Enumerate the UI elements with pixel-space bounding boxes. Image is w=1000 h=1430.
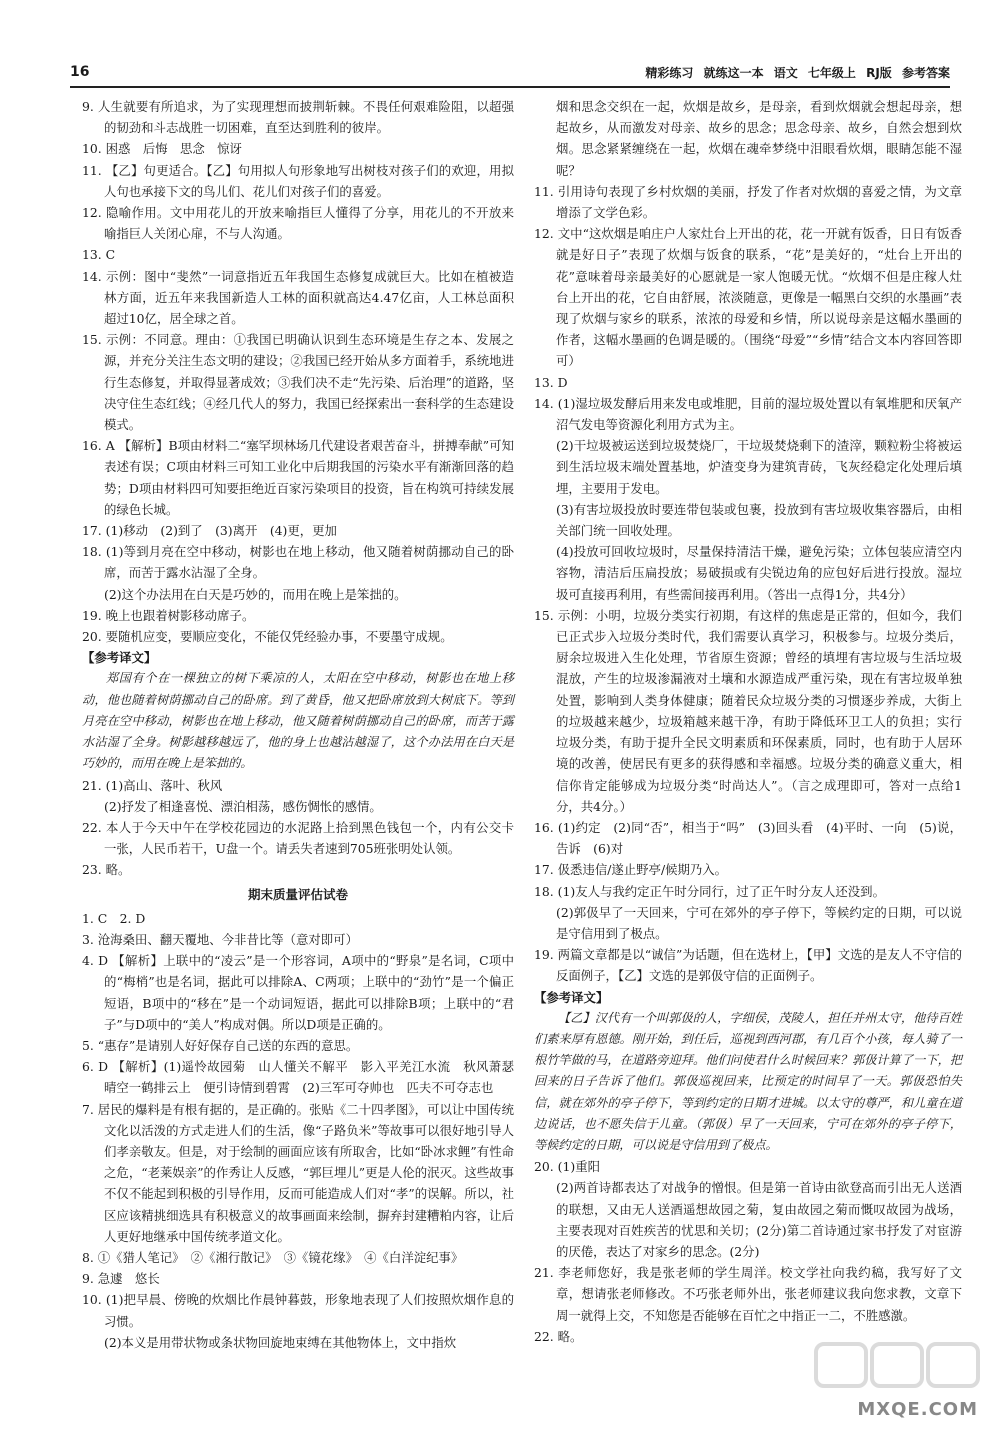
answer-paragraph: 15. 示例：不同意。理由：①我国已明确认识到生态环境是生存之本、发展之源，并充分关注生态文明的建设；②我国已经开始从多方面着手，系统地进行生态修复，并取得显著成效；③我们决不走“先污染、后治理”的道路，坚决守住生态红线；④经几代人的努力，我国已经探索出一套科学的生态建设模式。 [82,332,514,433]
answer-paragraph: 13. D [534,374,568,390]
page-number: 16 [70,64,90,80]
answer-paragraph: (2)两首诗都表达了对战争的憎恨。但是第一首诗由欲登高而引出无人送酒的联想，又由无人送酒遥想故园之菊，复由故园之菊而慨叹故园为战场，主要表现对百姓疾苦的忧思和关切；(2分)第二首诗通过家书抒发了对宦游的厌倦，表达了对家乡的思念。(2分) [556,1180,962,1259]
translation-heading: 【参考译文】 [82,650,157,666]
answer-paragraph: 6. D 【解析】(1)遥怜故园菊 山人懂关不解平 影入平羌江水流 秋风萧瑟 晴空一鹤排云上 便引诗情到碧霄 (2)三军可夺帅也 匹夫不可夺志也 [82,1059,527,1096]
answer-paragraph: 23. 略。 [82,862,131,878]
answer-paragraph: 21. (1)高山、落叶、秋风 [82,777,223,793]
answer-paragraph: 10. 困惑 后悔 思念 惊讶 [82,141,242,157]
answer-paragraph: (2)本义是用带状物或条状物回旋地束缚在其他物体上，文中指炊 [104,1334,457,1350]
answer-paragraph: 21. 李老师您好，我是张老师的学生周洋。校文学社向我约稿，我写好了文章，想请张老师修改。不巧张老师外出，张老师建议我向您求教，文章下周一就得上交，不知您是否能够在百忙之中指正一二，不胜感激。 [534,1265,962,1323]
answer-paragraph: 1. C 2. D [82,910,146,926]
page-header [70,62,950,88]
answer-paragraph: 9. 急遽 悠长 [82,1271,160,1287]
answer-paragraph: (3)有害垃圾投放时要连带包装或包裹，投放到有害垃圾收集容器后，由相关部门统一回收处理。 [556,501,962,539]
answer-paragraph: 14. 示例：图中“斐然”一词意指近五年我国生态修复成就巨大。比如在植被造林方面，近五年来我国新造人工林的面积就高达4.47亿亩，人工林总面积超过10亿，居全球之首。 [82,268,514,327]
answer-paragraph: (2)干垃圾被运送到垃圾焚烧厂，干垃圾焚烧剩下的渣滓，颗粒粉尘将被运到生活垃圾末端处置基地，炉渣变身为建筑青砖，飞灰经稳定化处理后填埋，主要用于发电。 [556,438,962,496]
answer-paragraph: 16. A 【解析】B项由材料二“塞罕坝林场几代建设者艰苦奋斗，拼搏奉献”可知表述有误；C项由材料三可知工业化中后期我国的污染水平有渐渐回落的趋势；D项由材料四可知要拒绝近百家污染项目的投资，旨在构筑可持续发展的绿色长城。 [82,438,514,517]
running-title: 精彩练习 就练这一本 语文 七年级上 RJ版 参考答案 [645,66,950,80]
answer-paragraph: 19. 两篇文章都是以“诚信”为话题，但在选材上，【甲】文选的是友人不守信的反面例子，【乙】文选的是郭伋守信的正面例子。 [534,947,962,984]
answer-paragraph: 20. 要随机应变，要顺应变化，不能仅凭经验办事，不要墨守成规。 [82,629,453,645]
answer-paragraph: 10. (1)把早晨、傍晚的炊烟比作晨钟暮鼓，形象地表现了人们按照炊烟作息的习惯。 [82,1292,514,1329]
section-title: 期末质量评估试卷 [247,886,348,902]
answer-paragraph: 12. 文中“这炊烟是咱庄户人家灶台上开出的花，花一开就有饭香，日日有饭香就是好日子”表现了炊烟与饭食的联系，“花”是美好的，“灶台上开出的花”意味着母亲最美好的心愿就是一家人饱暖无忧。“炊烟不但是庄稼人灶台上开出的花，它自由舒展，浓淡随意，更像是一幅黑白交织的水墨画”表现了炊烟与家乡的联系，浓浓的母爱和乡情，所以说母亲是这幅水墨画的作者，这幅水墨画的色调是暖的。（围绕“母爱”“乡情”结合文本内容回答即可） [534,226,962,369]
answer-paragraph: 19. 晚上也跟着树影移动席子。 [82,607,255,623]
answer-paragraph: 3. 沧海桑田、翻天覆地、今非昔比等（意对即可） [82,931,358,947]
right-column [534,96,962,1347]
answer-paragraph: 18. (1)友人与我约定正午时分同行，过了正午时分友人还没到。 [534,883,885,899]
answer-paragraph: 17. (1)移动 (2)到了 (3)离开 (4)更，更加 [82,523,337,539]
answer-paragraph: 12. 隐喻作用。文中用花儿的开放来喻指巨人懂得了分享，用花儿的不开放来喻指巨人关闭心扉，不与人沟通。 [82,205,514,242]
answer-paragraph: 11. 【乙】句更适合。【乙】句用拟人句形象地写出树枝对孩子们的欢迎，用拟人句也承接下文的鸟儿们、花儿们对孩子们的喜爱。 [82,162,514,199]
answer-paragraph: 16. (1)约定 (2)同“否”，相当于“吗” (3)回头看 (4)平时、一向 (5)说，告诉 (6)对 [534,819,962,857]
answer-paragraph: 22. 本人于今天中午在学校花园边的水泥路上拾到黑色钱包一个，内有公交卡一张，人民币若干，U盘一个。请丢失者速到705班张明处认领。 [82,819,514,857]
answer-paragraph: 13. C [82,247,116,263]
answer-paragraph: (2)郭伋早了一天回来，宁可在郊外的亭子停下，等候约定的日期，可以说是守信用到了极点。 [556,904,962,941]
answer-paragraph: (4)投放可回收垃圾时，尽量保持清洁干燥，避免污染；立体包装应清空内容物，清洁后压扁投放；易破损或有尖锐边角的应包好后进行投放。湿垃圾可直接再利用，有些需间接再利用。（答出一点得1分，共4分） [556,544,962,602]
answer-paragraph: 11. 引用诗句表现了乡村炊烟的美丽，抒发了作者对炊烟的喜爱之情，为文章增添了文学色彩。 [534,183,962,221]
answer-paragraph: 烟和思念交织在一起，炊烟是故乡，是母亲，看到炊烟就会想起母亲，想起故乡，从而激发对母亲、故乡的思念；思念母亲、故乡，自然会想到炊烟。思念紧紧缠绕在一起，炊烟在魂牵梦绕中泪眼看炊烟，眼睛怎能不湿呢？ [556,99,962,178]
answer-paragraph: 15. 示例：小明，垃圾分类实行初期，有这样的焦虑是正常的，但如今，我们已正式步入垃圾分类时代，我们需要认真学习，积极参与。垃圾分类后，厨余垃圾进入生化处理，节省原生资源；曾经的填埋有害垃圾与生活垃圾混放，产生的垃圾渗漏液对土壤和水源造成严重污染，现在有害垃圾单独处置，影响到人类身体健康；随着民众垃圾分类的习惯逐步养成，大街上的垃圾越来越少，垃圾箱越来越干净，有助于降低环卫工人的负担；实行垃圾分类，有助于提升全民文明素质和环保素质，同时，也有助于人居环境的改善，使居民有更多的获得感和幸福感。垃圾分类的确意义重大，相信你肯定能够成为垃圾分类“时尚达人”。（言之成理即可，答对一点给1分，共4分。） [534,607,962,814]
answer-paragraph: 【乙】汉代有一个叫郭伋的人，字细侯，茂陵人，担任并州太守，他待百姓们素来厚有恩德。刚开始，到任后，巡视到西河郡，有几百个小孩，每人骑了一根竹竿做的马，在道路旁迎拜。他们问使君什么时候回来？郭伋计算了一下，把回来的日子告诉了他们。郭伋巡视回来，比预定的时间早了一天。郭伋恐怕失信，就在郊外的亭子停下，等到约定的日期才进城。以太守的尊严，和儿童在道边说话，也不愿失信于儿童。（郭伋）早了一天回来，宁可在郊外的亭子停下，等候约定的日期，可以说是守信用到了极点。 [534,1010,962,1152]
answer-paragraph: 9. 人生就要有所追求，为了实现理想而披荆斩棘。不畏任何艰难险阻，以超强的韧劲和斗志战胜一切困难，直至达到胜利的彼岸。 [82,99,514,136]
answer-paragraph: 郑国有个在一棵独立的树下乘凉的人，太阳在空中移动，树影也在地上移动，他也随着树荫挪动自己的卧席。到了黄昏，他又把卧席放到大树底下。等到月亮在空中移动，树影也在地上移动，他又随着树荫挪动自己的卧席，而苦于露水沾湿了全身。树影越移越远了，他的身上也越沾越湿了，这个办法用在白天是巧妙的，而用在晚上是笨拙的。 [82,671,514,771]
answer-paragraph: 4. D 【解析】上联中的“凌云”是一个形容词，A项中的“野泉”是名词，C项中的“梅梢”也是名词，据此可以排除A、C两项；上联中的“劲竹”是一个偏正短语，B项中的“移在”是一个动词短语，据此可以排除B项；上联中的“君子”与D项中的“美人”构成对偶。所以D项是正确的。 [82,953,514,1032]
answer-paragraph: 17. 伋悉违信/遂止野亭/候期乃入。 [534,862,728,878]
answer-paragraph: 5. “惠存”是请别人好好保存自己送的东西的意思。 [82,1037,359,1053]
answer-paragraph: 8. ①《猎人笔记》 ②《湘行散记》 ③《镜花缘》 ④《白洋淀纪事》 [82,1249,464,1265]
translation-heading: 【参考译文】 [534,989,609,1005]
left-column [82,96,527,1353]
answer-paragraph: 14. (1)湿垃圾发酵后用来发电或堆肥，目前的湿垃圾处置以有氧堆肥和厌氧产沼气发电等资源化利用方式为主。 [534,395,962,433]
answer-paragraph: 20. (1)重阳 [534,1159,600,1175]
answer-paragraph: 7. 居民的爆料是有根有据的，是正确的。张贴《二十四孝图》，可以让中国传统文化以活泼的方式走进人们的生活，像“子路负米”等故事可以很好地引导人们孝亲敬友。但是，对于绘制的画面应该有所取舍，比如“卧冰求鲤”有性命之危，“老莱娱亲”的作秀让人反感，“郭巨埋儿”更是人伦的泯灭。这些故事不仅不能起到积极的引导作用，反而可能造成人们对“孝”的误解。所以，社区应该精挑细选具有积极意义的故事画面来绘制，摒弃封建糟粕内容，让后人更好地继承中国传统孝道文化。 [82,1101,514,1244]
answer-paragraph: (2)这个办法用在白天是巧妙的，而用在晚上是笨拙的。 [104,586,407,602]
answer-paragraph: 18. (1)等到月亮在空中移动，树影也在地上移动，他又随着树荫挪动自己的卧席，而苦于露水沾湿了全身。 [82,544,514,581]
answer-paragraph: (2)抒发了相逢喜悦、漂泊相荡，感伤惆怅的感情。 [104,798,382,814]
watermark-text: MXQE.COM [857,1399,978,1420]
answer-paragraph: 22. 略。 [534,1328,583,1344]
